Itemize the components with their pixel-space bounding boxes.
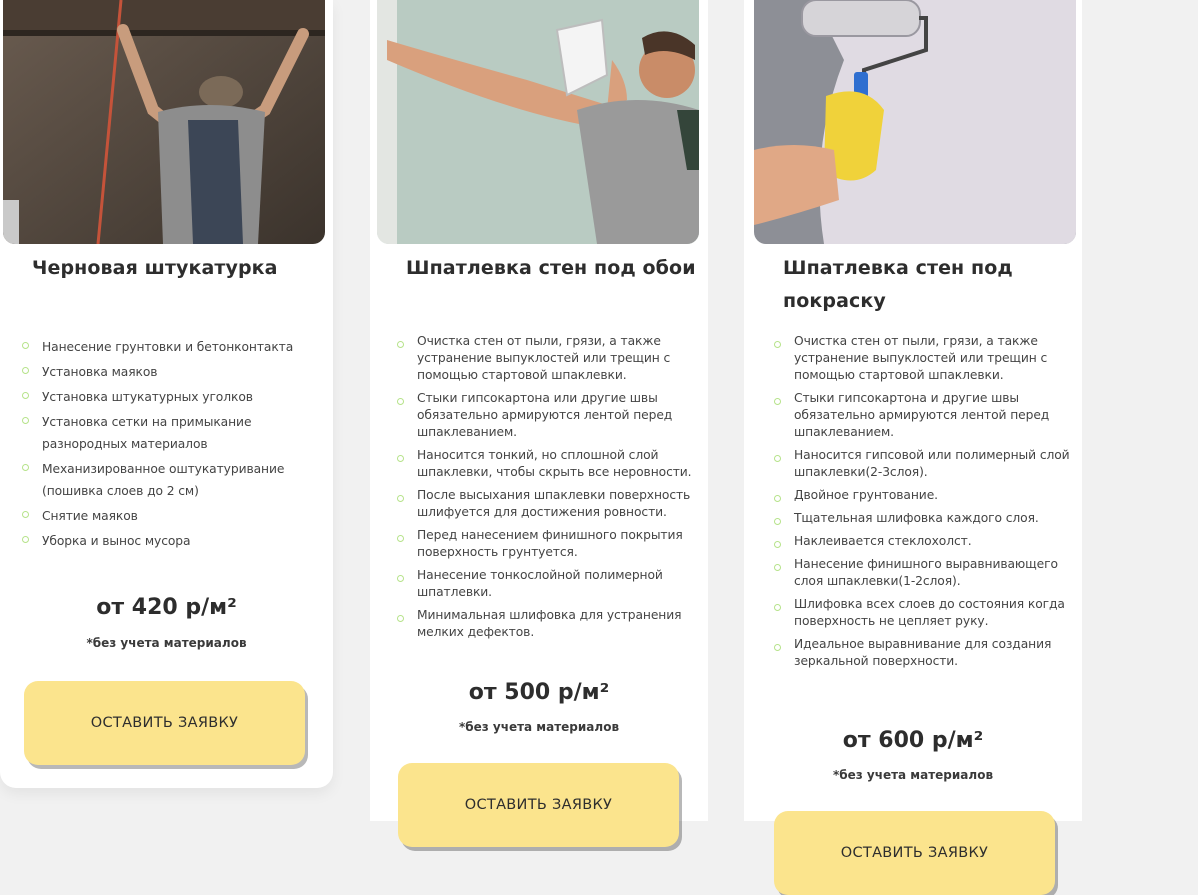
bullet-icon — [397, 495, 404, 502]
bullet-icon — [22, 367, 29, 374]
list-item-text: Установка сетки на примыкание разнородных материалов — [42, 415, 252, 451]
service-card-putty-wallpaper — [370, 0, 708, 821]
service-card-putty-painting — [744, 0, 1082, 861]
bullet-icon — [774, 564, 781, 571]
list-item-text: Наносится гипсовой или полимерный слой шпаклевки(2-3слоя). — [794, 448, 1070, 479]
bullet-icon — [22, 536, 29, 543]
bullet-icon — [22, 417, 29, 424]
list-item-text: Нанесение грунтовки и бетонконтакта — [42, 340, 294, 354]
card-title: Черновая штукатурка — [32, 257, 278, 279]
service-steps-list — [774, 333, 1072, 676]
list-item — [22, 386, 322, 408]
list-item — [774, 596, 1072, 630]
list-item-text: Установка штукатурных уголков — [42, 390, 253, 404]
list-item — [774, 447, 1072, 481]
list-item — [22, 336, 322, 358]
list-item — [774, 533, 1072, 550]
list-item — [22, 458, 322, 502]
paint-roller-on-wall-photo — [754, 0, 1076, 244]
card-title: Шпатлевка стен под покраску — [783, 257, 1013, 312]
bullet-icon — [774, 455, 781, 462]
bullet-icon — [774, 341, 781, 348]
worker-smoothing-wallpaper-photo — [377, 0, 699, 244]
list-item — [22, 530, 322, 552]
service-steps-list — [22, 336, 322, 555]
list-item-text: Наклеивается стеклохолст. — [794, 534, 972, 548]
service-steps-list — [397, 333, 695, 647]
list-item — [397, 447, 695, 481]
list-item-text: Нанесение тонкослойной полимерной шпатлевки. — [417, 568, 663, 599]
bullet-icon — [22, 392, 29, 399]
bullet-icon — [22, 511, 29, 518]
price-note: *без учета материалов — [458, 720, 620, 734]
list-item — [774, 510, 1072, 527]
list-item-text: Двойное грунтование. — [794, 488, 938, 502]
bullet-icon — [397, 341, 404, 348]
list-item-text: Механизированное оштукатуривание (пошивка слоев до 2 см) — [42, 462, 285, 498]
list-item-text: Стыки гипсокартона и другие швы обязательно армируются лентой перед шпаклеванием. — [794, 391, 1050, 439]
bullet-icon — [774, 644, 781, 651]
list-item-text: Очистка стен от пыли, грязи, а также устранение выпуклостей или трещин с помощью стартовой шпаклевки. — [417, 334, 671, 382]
photo-illustration — [3, 0, 325, 244]
list-item-text: Идеальное выравнивание для создания зеркальной поверхности. — [794, 637, 1052, 668]
bullet-icon — [397, 615, 404, 622]
bullet-icon — [774, 604, 781, 611]
list-item — [774, 333, 1072, 384]
bullet-icon — [774, 398, 781, 405]
service-card-rough-plaster — [0, 0, 333, 788]
photo-illustration — [754, 0, 1076, 244]
list-item-text: Наносится тонкий, но сплошной слой шпаклевки, чтобы скрыть все неровности. — [417, 448, 692, 479]
list-item-text: Тщательная шлифовка каждого слоя. — [794, 511, 1039, 525]
list-item-text: Стыки гипсокартона или другие швы обязательно армируются лентой перед шпаклеванием. — [417, 391, 673, 439]
price-note: *без учета материалов — [832, 768, 994, 782]
list-item — [397, 567, 695, 601]
list-item-text: Минимальная шлифовка для устранения мелких дефектов. — [417, 608, 682, 639]
list-item — [397, 333, 695, 384]
price-note: *без учета материалов — [86, 636, 247, 650]
list-item-text: Очистка стен от пыли, грязи, а также устранение выпуклостей или трещин с помощью стартовой шпаклевки. — [794, 334, 1048, 382]
list-item-text: Установка маяков — [42, 365, 158, 379]
leave-request-button[interactable]: ОСТАВИТЬ ЗАЯВКУ — [24, 681, 305, 765]
worker-plastering-wall-photo — [3, 0, 325, 244]
leave-request-button[interactable]: ОСТАВИТЬ ЗАЯВКУ — [774, 811, 1055, 895]
list-item — [397, 390, 695, 441]
bullet-icon — [397, 535, 404, 542]
list-item — [774, 556, 1072, 590]
list-item — [22, 361, 322, 383]
bullet-icon — [397, 455, 404, 462]
price: от 420 р/м² — [96, 595, 237, 620]
bullet-icon — [774, 518, 781, 525]
list-item — [774, 487, 1072, 504]
list-item — [22, 505, 322, 527]
photo-illustration — [377, 0, 699, 244]
list-item-text: Перед нанесением финишного покрытия поверхность грунтуется. — [417, 528, 683, 559]
list-item-text: Снятие маяков — [42, 509, 138, 523]
bullet-icon — [22, 464, 29, 471]
list-item — [774, 390, 1072, 441]
bullet-icon — [397, 398, 404, 405]
list-item-text: Уборка и вынос мусора — [42, 534, 191, 548]
bullet-icon — [774, 541, 781, 548]
list-item-text: Нанесение финишного выравнивающего слоя шпаклевки(1-2слоя). — [794, 557, 1058, 588]
leave-request-button[interactable]: ОСТАВИТЬ ЗАЯВКУ — [398, 763, 679, 847]
list-item — [397, 527, 695, 561]
list-item — [397, 487, 695, 521]
card-title: Шпатлевка стен под обои — [406, 257, 696, 279]
list-item — [22, 411, 322, 455]
list-item — [774, 636, 1072, 670]
list-item — [397, 607, 695, 641]
price: от 600 р/м² — [842, 728, 984, 753]
bullet-icon — [22, 342, 29, 349]
list-item-text: Шлифовка всех слоев до состояния когда поверхность не цепляет руку. — [794, 597, 1065, 628]
price: от 500 р/м² — [468, 680, 610, 705]
bullet-icon — [774, 495, 781, 502]
list-item-text: После высыхания шпаклевки поверхность шлифуется для достижения ровности. — [417, 488, 691, 519]
bullet-icon — [397, 575, 404, 582]
